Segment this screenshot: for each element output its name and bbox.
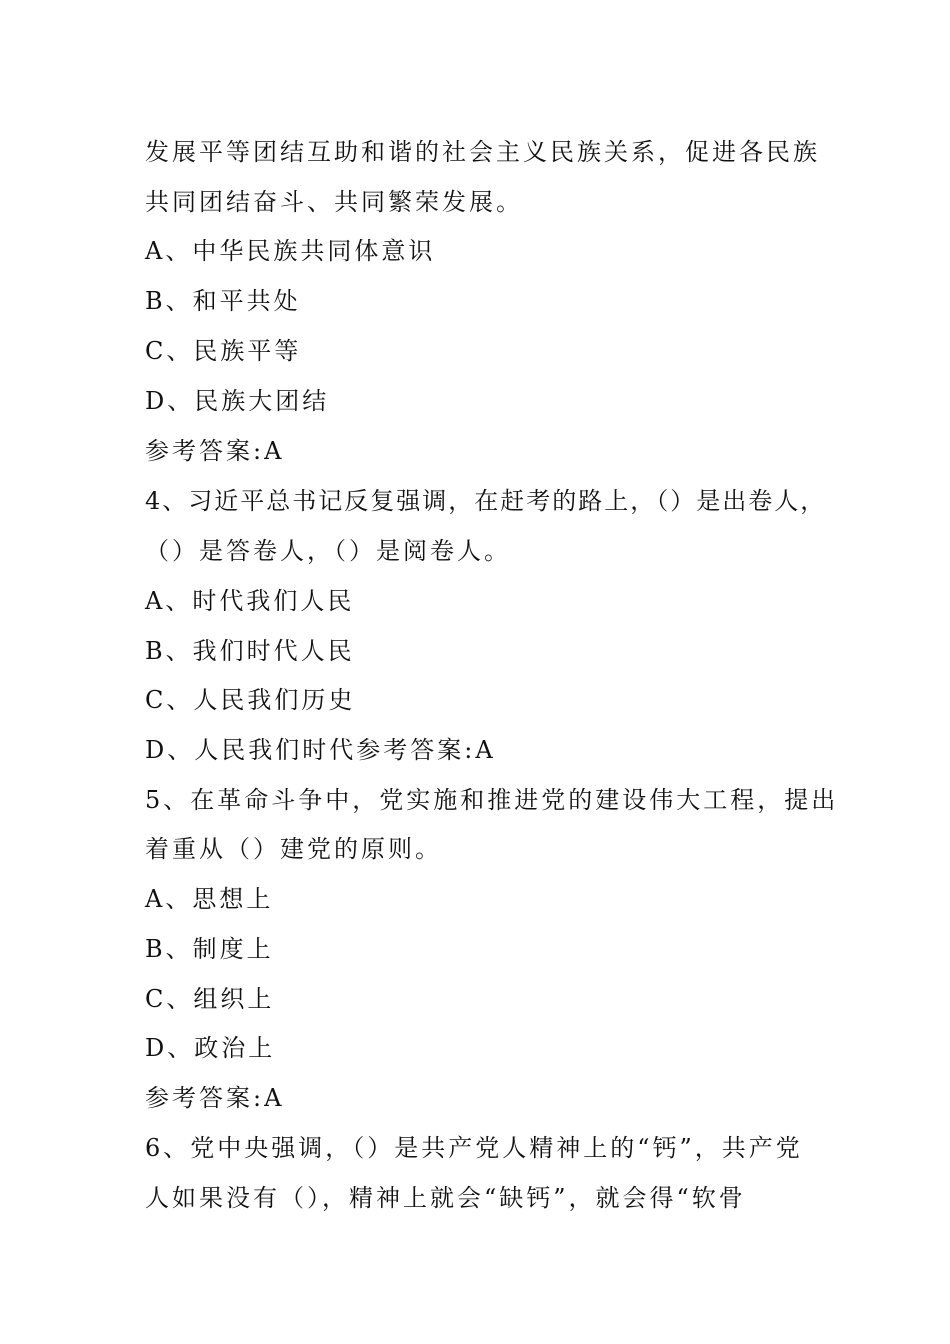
question-4: 4、习近平总书记反复强调，在赶考的路上，（）是出卷人， [145,487,827,515]
option-d: D、政治上 [145,1034,276,1062]
option-c: C、组织上 [145,985,275,1013]
question-6: 6、党中央强调，（）是共产党人精神上的“钙”，共产党 [145,1134,803,1162]
option-a: A、思想上 [145,885,274,913]
question-6-continuation: 人如果没有（），精神上就会“缺钙”，就会得“软骨 [145,1184,746,1212]
option-d-with-answer: D、人民我们时代参考答案:A [145,736,496,764]
text-line-continuation: 共同团结奋斗、共同繁荣发展。 [145,188,523,216]
option-b: B、和平共处 [145,287,301,315]
text-line-continuation: 发展平等团结互助和谐的社会主义民族关系，促进各民族 [145,138,820,166]
option-c: C、人民我们历史 [145,686,356,714]
reference-answer: 参考答案:A [145,437,285,465]
option-b: B、我们时代人民 [145,637,355,665]
question-4-continuation: （）是答卷人，（）是阅卷人。 [145,537,511,565]
option-d: D、民族大团结 [145,387,330,415]
option-c: C、民族平等 [145,337,302,365]
option-a: A、中华民族共同体意识 [145,237,436,265]
question-5: 5、在革命斗争中，党实施和推进党的建设伟大工程，提出 [145,786,839,814]
option-a: A、时代我们人民 [145,587,355,615]
reference-answer: 参考答案:A [145,1084,285,1112]
option-b: B、制度上 [145,935,274,963]
question-5-continuation: 着重从（）建党的原则。 [145,835,442,863]
